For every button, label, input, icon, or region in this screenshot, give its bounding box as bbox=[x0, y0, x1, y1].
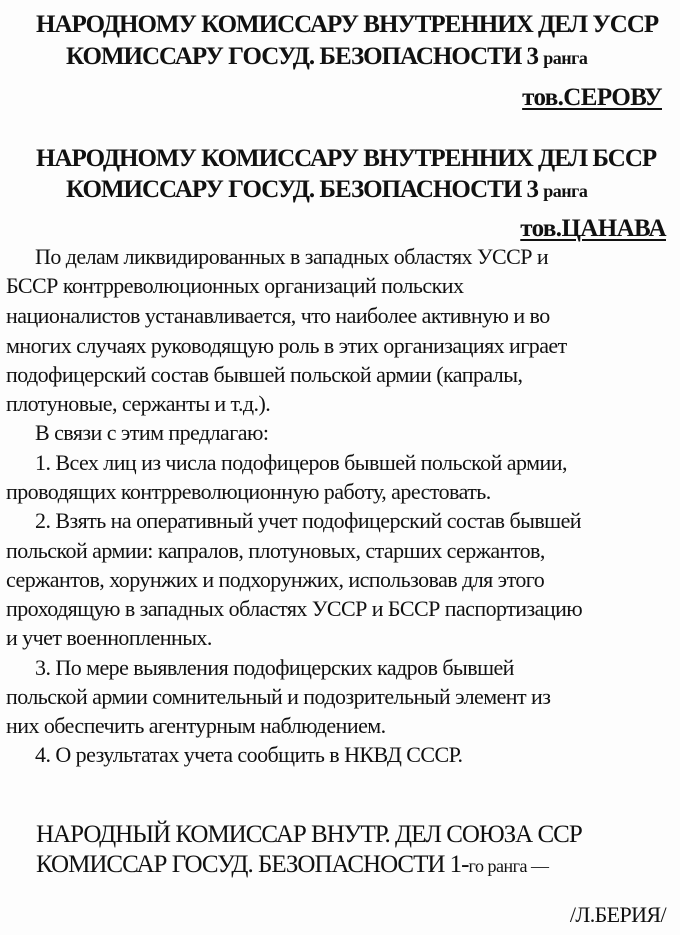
header2-line2-main: КОМИССАРУ ГОСУД. БЕЗОПАСНОСТИ 3 bbox=[66, 176, 544, 203]
body-line-3: многих случаях руководящую роль в этих организациях играет bbox=[6, 333, 567, 358]
signature-line2-main: КОМИССАР ГОСУД. БЕЗОПАСНОСТИ 1- bbox=[36, 851, 469, 878]
body-line-16: них обеспечить агентурным наблюдением. bbox=[6, 713, 386, 738]
body-line-2: националистов устанавливается, что наиболее активную и во bbox=[6, 303, 550, 328]
header1-addressee: тов.СЕРОВУ bbox=[522, 84, 662, 111]
body-line-17: 4. О результатах учета сообщить в НКВД СССР. bbox=[35, 742, 463, 767]
signature-line2 bbox=[36, 852, 548, 877]
header2-line2 bbox=[66, 177, 587, 202]
header2-line2-rank: ранга bbox=[543, 181, 588, 201]
body-line-4: подофицерский состав бывшей польской армии (капралы, bbox=[6, 362, 523, 387]
body-line-6: В связи с этим предлагаю: bbox=[35, 420, 269, 445]
header1-line2-main: КОМИССАРУ ГОСУД. БЕЗОПАСНОСТИ 3 bbox=[66, 43, 544, 70]
signature-line1: НАРОДНЫЙ КОМИССАР ВНУТР. ДЕЛ СОЮЗА ССР bbox=[36, 821, 582, 848]
header1-line2 bbox=[66, 44, 587, 69]
signature-line2-rank: го ранга — bbox=[468, 856, 549, 876]
body-line-11: сержантов, хорунжих и подхорунжих, использовав для этого bbox=[6, 567, 545, 592]
body-line-12: проходящую в западных областях УССР и БССР паспортизацию bbox=[6, 596, 583, 621]
body-line-10: польской армии: капралов, плотуновых, старших сержантов, bbox=[6, 538, 545, 563]
body-line-15: польской армии сомнительный и подозрительный элемент из bbox=[6, 684, 551, 709]
body-line-14: 3. По мере выявления подофицерских кадров бывшей bbox=[35, 655, 514, 680]
body-line-7: 1. Всех лиц из числа подофицеров бывшей польской армии, bbox=[35, 450, 567, 475]
body-line-8: проводящих контрреволюционную работу, арестовать. bbox=[6, 479, 491, 504]
body-line-5: плотуновые, сержанты и т.д.). bbox=[6, 391, 271, 416]
header2-addressee: тов.ЦАНАВА bbox=[520, 215, 666, 242]
body-line-9: 2. Взять на оперативный учет подофицерский состав бывшей bbox=[35, 508, 582, 533]
signature-name: /Л.БЕРИЯ/ bbox=[569, 902, 666, 927]
header1-line1: НАРОДНОМУ КОМИССАРУ ВНУТРЕННИХ ДЕЛ УССР bbox=[36, 11, 659, 38]
header1-line2-rank: ранга bbox=[543, 48, 588, 68]
body-line-0: По делам ликвидированных в западных областях УССР и bbox=[35, 244, 549, 269]
body-line-1: БССР контрреволюционных организаций польских bbox=[6, 273, 464, 298]
header2-line1: НАРОДНОМУ КОМИССАРУ ВНУТРЕННИХ ДЕЛ БССР bbox=[36, 145, 657, 172]
body-line-13: и учет военнопленных. bbox=[6, 625, 212, 650]
